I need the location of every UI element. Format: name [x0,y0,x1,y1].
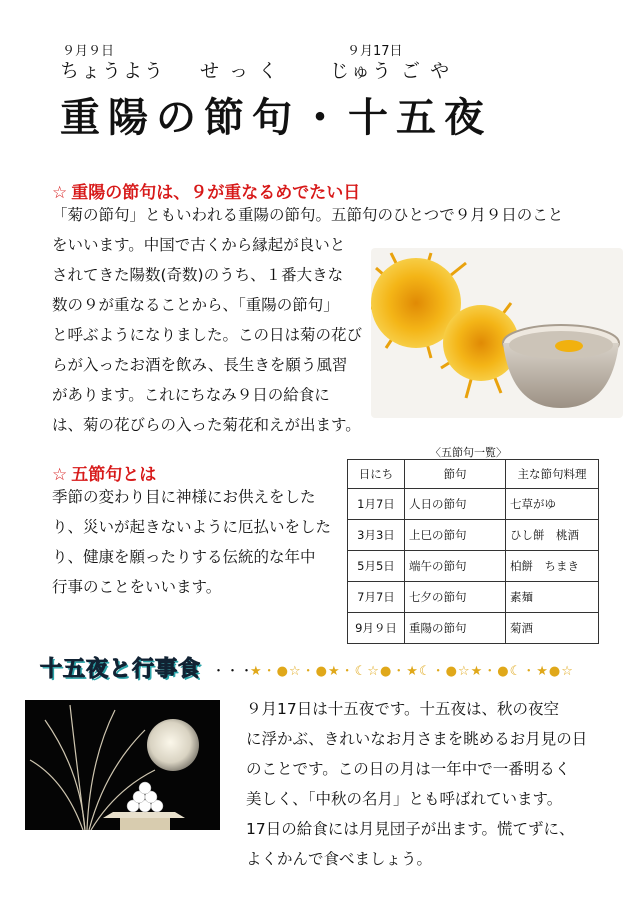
section1-line: されてきた陽数(奇数)のうち、１番大きな [52,266,344,284]
section1-heading-text: 重陽の節句は、９が重なるめでたい日 [71,183,361,203]
moon-icon [25,700,220,830]
star-icon: ☆ [52,183,68,203]
table-cell: 柏餅 ちまき [506,551,599,582]
table-header: 日にち [348,460,405,489]
section1-line: と呼ぶようになりました。この日は菊の花び [52,326,363,344]
date-right: ９月17日 [347,44,403,59]
table-cell: 七夕の節句 [405,582,506,613]
chrysanthemum-image [371,248,623,418]
section1-line: は、菊の花びらの入った菊花和えが出ます。 [52,416,361,434]
table-row [348,520,599,551]
table-header-row [348,460,599,489]
table-cell: 3月3日 [348,520,405,551]
table-row [348,489,599,520]
reading-right: じゅう ご や [330,60,452,82]
section1-line: をいいます。中国で古くから縁起が良いと [52,236,346,254]
table-row [348,613,599,644]
section3-line: よくかんで食べましょう。 [246,850,433,868]
table-cell: 七草がゆ [506,489,599,520]
section2-body [52,482,331,602]
section3-dots: ・・・ [212,664,255,679]
five-sekku-table [347,459,599,644]
section1-line: 数の９が重なることから、「重陽の節句」 [52,296,339,314]
section3-body [246,694,587,874]
chrysanthemum-icon [371,248,623,418]
section1-line: 「菊の節句」ともいわれる重陽の節句。五節句のひとつで９月９日のこと [52,206,564,224]
section3-line: 美しく、「中秋の名月」とも呼ばれています。 [246,790,563,808]
section3-line: ９月17日は十五夜です。十五夜は、秋の夜空 [246,700,559,718]
section2-line: 季節の変わり目に神様にお供えをした [52,488,316,506]
decorative-stars: ★・●☆・●★・☾☆●・★☾・●☆★・●☾・★●☆ [250,664,574,679]
star-icon: ☆ [52,465,68,485]
section2-line: り、健康を願ったりする伝統的な年中 [52,548,316,566]
table-cell: 人日の節句 [405,489,506,520]
section2-heading-text: 五節句とは [71,465,157,485]
table-cell: 上巳の節句 [405,520,506,551]
table-cell: ひし餅 桃酒 [506,520,599,551]
table-cell: 7月7日 [348,582,405,613]
table-header: 節句 [405,460,506,489]
section3-line: に浮かぶ、きれいなお月さまを眺めるお月見の日 [246,730,588,748]
section3-line: のことです。この日の月は一年中で一番明るく [246,760,571,778]
section3-line: 17日の給食には月見団子が出ます。慌てずに、 [246,820,575,838]
section1-line: があります。これにちなみ９日の給食に [52,386,330,404]
table-cell: 5月5日 [348,551,405,582]
table-cell: 菊酒 [506,613,599,644]
reading-left-2: せ っ く [200,60,280,82]
table-caption: 〈五節句一覧〉 [430,446,507,459]
moon-image [25,700,220,830]
table-cell: 1月7日 [348,489,405,520]
table-cell: 重陽の節句 [405,613,506,644]
table-cell: 9月９日 [348,613,405,644]
section3-heading: 十五夜と行事食 [40,657,202,682]
section1-line: らが入ったお酒を飲み、長生きを願う風習 [52,356,348,374]
section2-line: り、災いが起きないように厄払いをした [52,518,332,536]
table-row [348,551,599,582]
section2-line: 行事のことをいいます。 [52,578,222,596]
page-title: 重陽の節句・十五夜 [60,95,492,141]
table-cell: 素麺 [506,582,599,613]
table-header: 主な節句料理 [506,460,599,489]
date-left: ９月９日 [62,44,115,59]
reading-left-1: ちょうよう [60,60,166,82]
table-row [348,582,599,613]
table-cell: 端午の節句 [405,551,506,582]
